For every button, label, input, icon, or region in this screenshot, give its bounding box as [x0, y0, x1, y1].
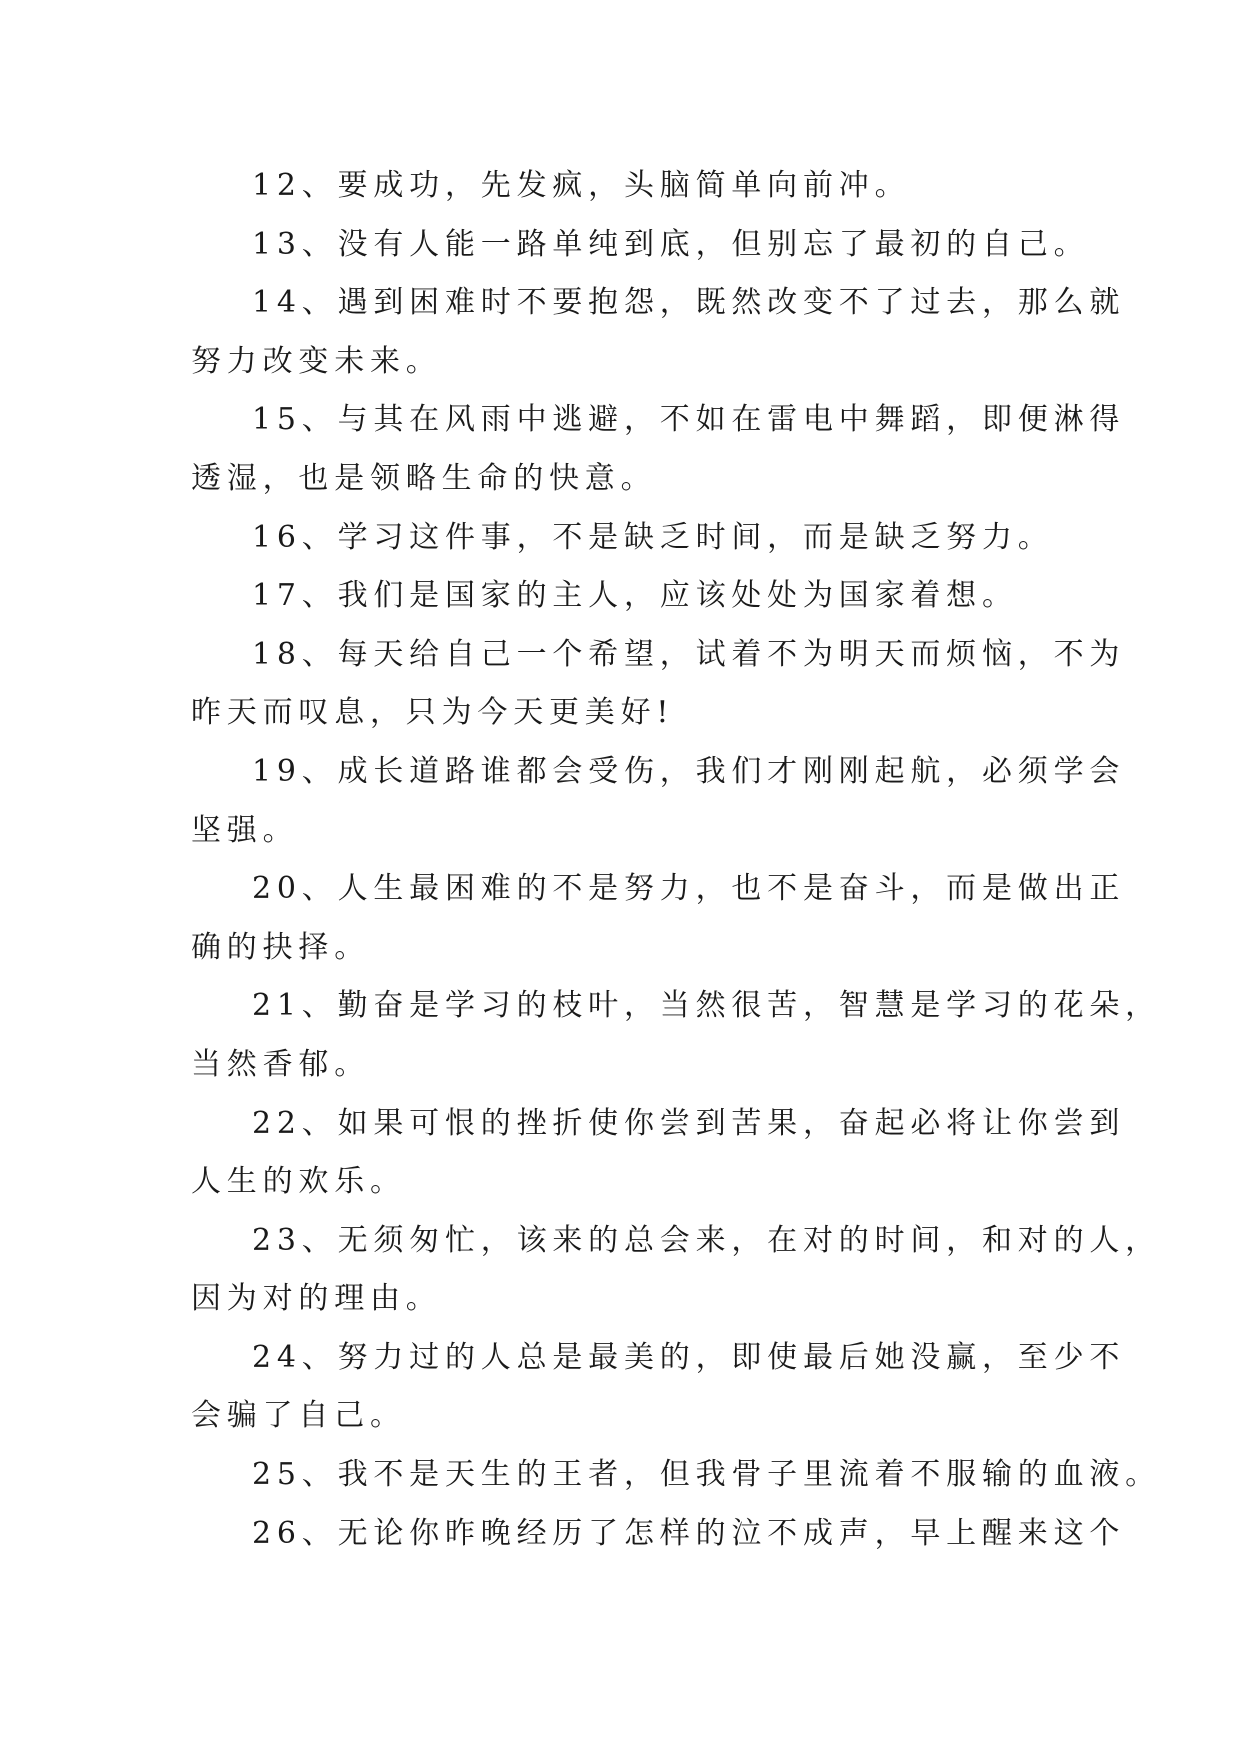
list-item-line: 努力改变未来。 — [191, 343, 442, 379]
list-item-line: 当然香郁。 — [191, 1046, 370, 1082]
list-item — [191, 743, 1126, 860]
list-item-line: 透湿，也是领略生命的快意。 — [191, 460, 657, 496]
list-item-line: 16、学习这件事，不是缺乏时间，而是缺乏努力。 — [252, 519, 1054, 555]
list-item — [191, 860, 1126, 977]
list-item — [191, 157, 1046, 216]
list-item-line: 15、与其在风雨中逃避，不如在雷电中舞蹈，即便淋得 — [252, 402, 1126, 438]
list-item-line: 人生的欢乐。 — [191, 1164, 406, 1200]
list-item-line: 20、人生最困难的不是努力，也不是奋斗，而是做出正 — [252, 871, 1126, 907]
list-item-line: 24、努力过的人总是最美的，即使最后她没赢，至少不 — [252, 1339, 1126, 1375]
list-item-line: 因为对的理由。 — [191, 1281, 442, 1317]
list-item — [191, 216, 1090, 275]
list-item-line: 26、无论你昨晚经历了怎样的泣不成声，早上醒来这个 — [252, 1515, 1126, 1551]
list-item-line: 17、我们是国家的主人，应该处处为国家着想。 — [252, 578, 1018, 614]
list-item-line: 确的抉择。 — [191, 929, 370, 965]
list-item-line: 25、我不是天生的王者，但我骨子里流着不服输的血液。 — [252, 1457, 1161, 1493]
list-item — [191, 977, 1161, 1094]
list-item — [191, 274, 1126, 391]
list-item-line: 23、无须匆忙，该来的总会来，在对的时间，和对的人， — [252, 1222, 1161, 1258]
list-item — [191, 1505, 1126, 1564]
list-item-line: 12、要成功，先发疯，头脑简单向前冲。 — [252, 168, 911, 203]
list-item — [191, 1329, 1126, 1446]
document-body — [191, 157, 1161, 1563]
list-item-line: 18、每天给自己一个希望，试着不为明天而烦恼，不为 — [252, 636, 1126, 672]
list-item-line: 会骗了自己。 — [191, 1398, 406, 1434]
list-item — [191, 1095, 1126, 1212]
list-item-line: 昨天而叹息，只为今天更美好! — [191, 695, 675, 731]
list-item-line: 22、如果可恨的挫折使你尝到苦果，奋起必将让你尝到 — [252, 1105, 1126, 1141]
list-item — [191, 567, 1046, 626]
list-item — [191, 391, 1126, 508]
list-item-line: 21、勤奋是学习的枝叶，当然很苦，智慧是学习的花朵， — [252, 988, 1161, 1024]
list-item — [191, 626, 1126, 743]
list-item-line: 19、成长道路谁都会受伤，我们才刚刚起航，必须学会 — [252, 753, 1126, 789]
list-item-line: 坚强。 — [191, 812, 299, 848]
list-item-line: 13、没有人能一路单纯到底，但别忘了最初的自己。 — [252, 226, 1090, 262]
list-item — [191, 1446, 1161, 1505]
list-item-line: 14、遇到困难时不要抱怨，既然改变不了过去，那么就 — [252, 285, 1126, 321]
list-item — [191, 1212, 1161, 1329]
list-item — [191, 509, 1054, 568]
